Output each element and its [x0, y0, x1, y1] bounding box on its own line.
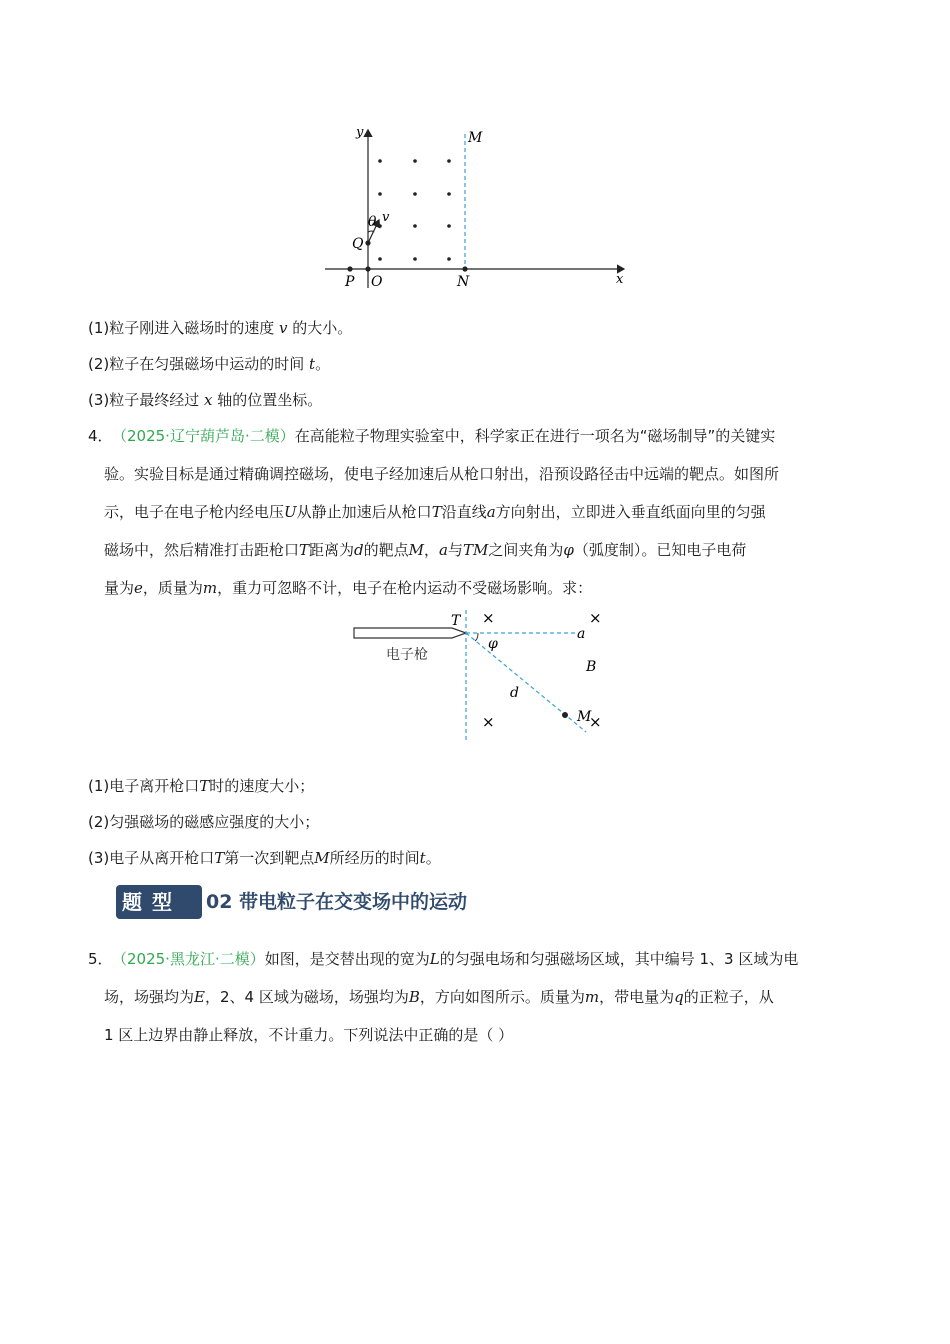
label-O: O: [371, 274, 383, 290]
q4-line-2: [104, 464, 779, 484]
q3-part-3: [88, 390, 322, 410]
point-O: [365, 266, 370, 271]
q3-part-3-post: 轴的位置坐标。: [212, 391, 323, 409]
q5-line-2: [104, 987, 774, 1007]
q5-l3: 1 区上边界由静止释放，不计重力。下列说法中正确的是（ ）: [104, 1026, 514, 1044]
q4-source: （2025·辽宁葫芦岛·二模）: [112, 427, 295, 445]
q5-line-1: [112, 949, 798, 969]
q3-part-3-var: x: [204, 391, 213, 409]
section-banner-tag: 题型: [122, 890, 182, 914]
q4-l5-a: 量为: [104, 579, 135, 597]
q4-line-4: [104, 540, 746, 560]
q4-part-3-mid2: 所经历的时间: [329, 849, 420, 867]
q4-l3-a: 示，电子在电子枪内经电压: [104, 503, 285, 521]
label-a: a: [577, 626, 586, 642]
q4-l3-b: 从静止加速后从枪口: [296, 503, 432, 521]
q4-l3-c: 沿直线: [441, 503, 487, 521]
label-B: B: [586, 659, 597, 675]
q5-l2-e: 的正粒子，从: [683, 988, 774, 1006]
label-gun: 电子枪: [386, 647, 428, 663]
q4-number: 4．: [88, 427, 113, 445]
q4-l3-d: 方向射出，立即进入垂直纸面向里的匀强: [495, 503, 766, 521]
q3-part-1-var: v: [279, 319, 288, 337]
q5-l2-m: m: [584, 988, 600, 1006]
theta-arc: [368, 231, 374, 232]
cross-2: ×: [589, 609, 602, 627]
q5-l2-B: B: [408, 988, 420, 1006]
q4-part-2: [88, 812, 319, 832]
q4-line-5: [104, 578, 592, 598]
q4-part-3-mid: 第一次到靶点: [224, 849, 315, 867]
q5-l2-b: ，2、4 区域为磁场，场强均为: [204, 988, 409, 1006]
q3-part-1-pre: (1)粒子刚进入磁场时的速度: [88, 319, 280, 337]
q4-l5-c: ，重力可忽略不计，电子在枪内运动不受磁场影响。求：: [217, 579, 593, 597]
q4-part-3-post: 。: [425, 849, 441, 867]
q3-part-2: [88, 354, 330, 374]
q4-l4-TM: TM: [463, 541, 489, 559]
label-x: x: [616, 272, 624, 287]
q4-l4-e: 与: [448, 541, 464, 559]
q4-l4-M: M: [408, 541, 425, 559]
q4-l4-comma: ，: [424, 541, 440, 559]
point-N: [462, 266, 467, 271]
q5-l1-b: 的匀强电场和匀强磁场区域，其中编号 1、3 区域为电: [439, 950, 799, 968]
electron-gun-barrel: [354, 628, 466, 638]
q4-part-3-var2: M: [314, 849, 330, 867]
label-d: d: [510, 685, 519, 701]
q4-l4-avar: a: [439, 541, 448, 559]
point-M: [562, 712, 568, 718]
q4-part-3: [88, 848, 441, 868]
q5-l2-d: ，带电量为: [599, 988, 675, 1006]
q4-l3-avar: a: [486, 503, 496, 521]
q3-part-2-var: t: [309, 355, 316, 373]
q4-part-1-var: T: [199, 777, 210, 795]
q4-part-3-pre: (3)电子从离开枪口: [88, 849, 215, 867]
q5-l2-q: q: [674, 988, 684, 1006]
q5-l2-E: E: [194, 988, 205, 1006]
q5-l2-a: 场，场强均为: [104, 988, 195, 1006]
cross-3: ×: [482, 713, 495, 731]
q4-l5-b: ，质量为: [142, 579, 203, 597]
q4-l4-d: d: [354, 541, 364, 559]
cross-4: ×: [589, 713, 602, 731]
q4-l4-c: 的靶点: [363, 541, 409, 559]
label-y: y: [356, 125, 364, 140]
q4-part-2-pre: (2)匀强磁场的磁感应强度的大小；: [88, 813, 320, 831]
phi-arc: [475, 633, 478, 641]
label-theta: θ: [368, 214, 377, 230]
q4-l4-a: 磁场中，然后精准打击距枪口: [104, 541, 300, 559]
q5-l2-c: ，方向如图所示。质量为: [419, 988, 585, 1006]
point-P: [347, 266, 352, 271]
q4-part-1-pre: (1)电子离开枪口: [88, 777, 200, 795]
q3-part-2-pre: (2)粒子在匀强磁场中运动的时间: [88, 355, 310, 373]
q3-part-3-pre: (3)粒子最终经过: [88, 391, 205, 409]
q4-l5-e: e: [134, 579, 143, 597]
q4-part-1: [88, 776, 314, 796]
q4-l4-T: T: [299, 541, 310, 559]
q4-l1-text: 在高能粒子物理实验室中，科学家正在进行一项名为“磁场制导”的关键实: [294, 427, 776, 445]
q5-source: （2025·黑龙江·二模）: [112, 950, 265, 968]
q4-l5-m: m: [202, 579, 218, 597]
q4-part-3-var: T: [214, 849, 225, 867]
label-M: M: [468, 130, 483, 146]
cross-1: ×: [482, 609, 495, 627]
q5-line-3: [104, 1025, 513, 1045]
q5-number: 5．: [88, 950, 113, 968]
q4-line-1: [112, 426, 775, 446]
q4-part-1-post: 时的速度大小；: [209, 777, 315, 795]
label-phi: φ: [488, 636, 498, 652]
q4-part-3-var3: t: [419, 849, 426, 867]
point-Q: [365, 240, 370, 245]
q4-line-3: [104, 502, 766, 522]
q4-l2-text: 验。实验目标是通过精确调控磁场，使电子经加速后从枪口射出，沿预设路径击中远端的靶点。如图所: [104, 465, 780, 483]
label-T: T: [451, 613, 461, 629]
label-M: M: [577, 709, 592, 725]
q4-l4-b: 距离为: [309, 541, 355, 559]
section-banner-title: 02 带电粒子在交变场中的运动: [206, 891, 468, 913]
label-v: v: [382, 210, 390, 225]
q4-l4-phi: φ: [563, 541, 574, 559]
label-P: P: [345, 274, 355, 290]
q5-l1-a: 如图，是交替出现的宽为: [264, 950, 430, 968]
q5-l1-L: L: [429, 950, 440, 968]
q4-l4-g: （弧度制）。已知电子电荷: [573, 541, 747, 559]
figure-magnetic-field-coordinates: [320, 120, 640, 295]
q4-l3-T: T: [431, 503, 442, 521]
label-Q: Q: [352, 236, 364, 252]
figure-electron-gun: [348, 606, 610, 746]
label-N: N: [457, 274, 470, 290]
q4-l4-f: 之间夹角为: [488, 541, 564, 559]
q4-l3-U: U: [284, 503, 297, 521]
q3-part-1: [88, 318, 352, 338]
q3-part-2-post: 。: [315, 355, 331, 373]
q3-part-1-post: 的大小。: [287, 319, 353, 337]
